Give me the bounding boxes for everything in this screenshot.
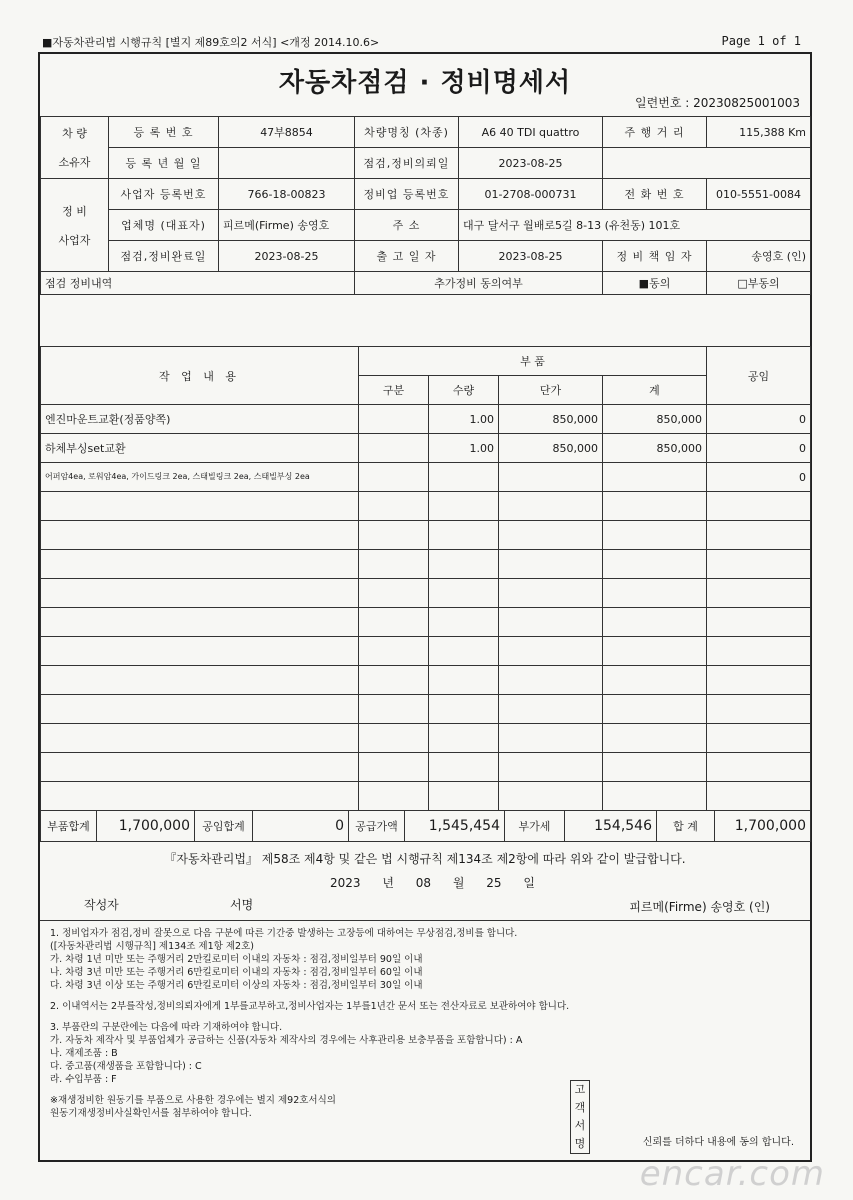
address: 대구 달서구 월배로5길 8-13 (유천동) 101호	[459, 210, 811, 241]
note-line	[50, 1013, 800, 1021]
work-qty	[429, 492, 499, 521]
supply-label: 공급가액	[349, 811, 405, 842]
work-total: 850,000	[603, 434, 707, 463]
reg-no: 47부8854	[219, 117, 355, 148]
work-total	[603, 463, 707, 492]
work-qty	[429, 637, 499, 666]
note-line: 다. 중고품(재생품을 포함합니다) : C	[50, 1061, 202, 1072]
legal-statement: 『자동차관리법』 제58조 제4항 및 같은 법 시행규칙 제134조 제2항에 따라 위와 같이 발급합니다.	[164, 852, 686, 866]
work-table	[40, 346, 811, 811]
work-labor	[707, 608, 811, 637]
table-row	[41, 579, 811, 608]
work-unit	[499, 521, 603, 550]
work-qty	[429, 579, 499, 608]
mileage-label: 주 행 거 리	[603, 117, 707, 148]
work-qty	[429, 724, 499, 753]
totals-table	[40, 810, 811, 842]
work-qty	[429, 666, 499, 695]
work-desc	[41, 782, 359, 811]
work-qty	[429, 463, 499, 492]
work-labor	[707, 753, 811, 782]
work-desc	[41, 753, 359, 782]
work-unit	[499, 695, 603, 724]
work-labor: 0	[707, 463, 811, 492]
parts-total-label: 부품합계	[41, 811, 97, 842]
manager: 송영호 (인)	[707, 241, 811, 272]
work-desc: 어퍼암4ea, 로워암4ea, 가이드링크 2ea, 스태빌링크 2ea, 스태빌부싱 2ea	[41, 463, 359, 492]
table-row	[41, 782, 811, 811]
work-type	[359, 782, 429, 811]
grand-total-label: 합 계	[657, 811, 715, 842]
parts-total: 1,700,000	[97, 811, 195, 842]
work-unit	[499, 579, 603, 608]
work-qty	[429, 521, 499, 550]
col-total: 계	[603, 376, 707, 405]
address-label: 주 소	[355, 210, 459, 241]
work-unit	[499, 608, 603, 637]
table-row	[41, 521, 811, 550]
work-unit	[499, 463, 603, 492]
work-labor	[707, 695, 811, 724]
biz-no: 766-18-00823	[219, 179, 355, 210]
shop-no-label: 정비업 등록번호	[355, 179, 459, 210]
work-section-label: 점검 정비내역	[41, 272, 355, 295]
work-total	[603, 637, 707, 666]
shop-section: 정 비 사업자	[41, 179, 109, 272]
work-qty	[429, 782, 499, 811]
grand-total: 1,700,000	[715, 811, 811, 842]
table-row	[41, 608, 811, 637]
note-line: 3. 부품란의 구분란에는 다음에 따라 기재하여야 합니다.	[50, 1022, 283, 1033]
work-type	[359, 521, 429, 550]
work-labor: 0	[707, 434, 811, 463]
table-row	[41, 753, 811, 782]
vat-label: 부가세	[505, 811, 565, 842]
table-row	[41, 434, 811, 463]
document-title: 자동차점검 · 정비명세서	[278, 68, 572, 98]
sign-label: 서명	[230, 898, 254, 912]
work-desc	[41, 608, 359, 637]
work-total	[603, 492, 707, 521]
work-qty	[429, 550, 499, 579]
work-type	[359, 608, 429, 637]
release-label: 출 고 일 자	[355, 241, 459, 272]
company-label: 업체명 (대표자)	[109, 210, 219, 241]
phone-label: 전 화 번 호	[603, 179, 707, 210]
work-qty	[429, 753, 499, 782]
inspection-form	[38, 52, 812, 1162]
serial-value: 20230825001003	[693, 96, 800, 110]
work-labor: 0	[707, 405, 811, 434]
work-type	[359, 463, 429, 492]
work-total	[603, 782, 707, 811]
complete-label: 점검,정비완료일	[109, 241, 219, 272]
note-line: 나. 차령 3년 미만 또는 주행거리 6만킬로미터 이내의 자동차 : 점검,정비일부터 60일 이내	[50, 967, 423, 978]
work-desc: 하체부싱set교환	[41, 434, 359, 463]
labor-total: 0	[253, 811, 349, 842]
note-line	[50, 1086, 800, 1094]
serial-number	[635, 94, 800, 111]
encar-watermark: encar.com	[639, 1154, 825, 1194]
note-line: 라. 수입부품 : F	[50, 1074, 117, 1085]
supply-value: 1,545,454	[405, 811, 505, 842]
work-total	[603, 608, 707, 637]
work-unit	[499, 666, 603, 695]
note-line: ※재생정비한 원동기를 부품으로 사용한 경우에는 별지 제92호서식의	[50, 1095, 336, 1106]
vat-value: 154,546	[565, 811, 657, 842]
customer-signature-box[interactable]: 고객서명	[570, 1080, 590, 1154]
work-desc	[41, 695, 359, 724]
table-row	[41, 463, 811, 492]
table-row	[41, 405, 811, 434]
consent-no: □부동의	[707, 272, 811, 295]
work-labor	[707, 521, 811, 550]
work-qty: 1.00	[429, 434, 499, 463]
work-unit	[499, 550, 603, 579]
note-line: 가. 차령 1년 미만 또는 주행거리 2만킬로미터 이내의 자동차 : 점검,정비일부터 90일 이내	[50, 954, 423, 965]
customer-consent-note: 신뢰를 더하다 내용에 동의 합니다.	[642, 1137, 794, 1148]
info-table	[40, 116, 811, 295]
table-row	[41, 492, 811, 521]
col-work: 작 업 내 용	[41, 347, 359, 405]
model-label: 차량명칭 (차종)	[355, 117, 459, 148]
work-type	[359, 637, 429, 666]
work-total	[603, 753, 707, 782]
work-type	[359, 550, 429, 579]
work-qty	[429, 695, 499, 724]
labor-total-label: 공임합계	[195, 811, 253, 842]
owner-section: 차 량 소유자	[41, 117, 109, 179]
work-labor	[707, 550, 811, 579]
model: A6 40 TDI quattro	[459, 117, 603, 148]
manager-label: 정 비 책 임 자	[603, 241, 707, 272]
work-labor	[707, 666, 811, 695]
work-qty: 1.00	[429, 405, 499, 434]
consent-label: 추가정비 동의여부	[355, 272, 603, 295]
work-unit: 850,000	[499, 434, 603, 463]
work-qty	[429, 608, 499, 637]
work-total	[603, 579, 707, 608]
work-desc	[41, 724, 359, 753]
reg-no-label: 등 록 번 호	[109, 117, 219, 148]
table-row	[41, 724, 811, 753]
work-labor	[707, 782, 811, 811]
work-total	[603, 550, 707, 579]
work-unit: 850,000	[499, 405, 603, 434]
note-line: 나. 재제조품 : B	[50, 1048, 118, 1059]
work-unit	[499, 782, 603, 811]
consent-yes: ■동의	[603, 272, 707, 295]
table-row	[41, 695, 811, 724]
reg-date	[219, 148, 355, 179]
issuer-company: 피르메(Firme) 송영호 (인)	[629, 900, 770, 914]
work-labor	[707, 579, 811, 608]
work-unit	[499, 753, 603, 782]
blank-cell	[603, 148, 811, 179]
work-desc	[41, 579, 359, 608]
note-line: 다. 차령 3년 이상 또는 주행거리 6만킬로미터 이상의 자동차 : 점검,정비일부터 30일 이내	[50, 980, 423, 991]
shop-no: 01-2708-000731	[459, 179, 603, 210]
work-type	[359, 492, 429, 521]
work-total	[603, 521, 707, 550]
work-type	[359, 695, 429, 724]
work-type	[359, 753, 429, 782]
table-row	[41, 550, 811, 579]
table-row	[41, 637, 811, 666]
author-label: 작성자	[84, 898, 119, 912]
table-row	[41, 666, 811, 695]
phone: 010-5551-0084	[707, 179, 811, 210]
note-line: ([자동차관리법 시행규칙] 제134조 제1항 제2호)	[50, 941, 254, 952]
col-qty: 수량	[429, 376, 499, 405]
work-type	[359, 666, 429, 695]
col-type: 구분	[359, 376, 429, 405]
work-total	[603, 724, 707, 753]
note-line: 2. 이내역서는 2부를작성,정비의뢰자에게 1부를교부하고,정비사업자는 1부를1년간 문서 또는 전산자료로 보관하여야 합니다.	[50, 1001, 570, 1012]
work-desc	[41, 666, 359, 695]
col-labor: 공임	[707, 347, 811, 405]
request-date-label: 점검,정비의뢰일	[355, 148, 459, 179]
work-unit	[499, 492, 603, 521]
note-line	[50, 992, 800, 1000]
release-date: 2023-08-25	[459, 241, 603, 272]
mileage: 115,388 Km	[707, 117, 811, 148]
work-desc	[41, 492, 359, 521]
work-type	[359, 724, 429, 753]
work-type	[359, 579, 429, 608]
serial-label: 일련번호 :	[635, 96, 690, 110]
work-unit	[499, 637, 603, 666]
work-total	[603, 695, 707, 724]
form-reference: ■자동차관리법 시행규칙 [별지 제89호의2 서식] <개정 2014.10.6>	[42, 36, 380, 49]
work-labor	[707, 492, 811, 521]
work-desc	[41, 521, 359, 550]
work-total: 850,000	[603, 405, 707, 434]
issue-date: 2023 년 08 월 25 일	[330, 876, 535, 890]
work-total	[603, 666, 707, 695]
work-labor	[707, 637, 811, 666]
work-desc	[41, 550, 359, 579]
work-labor	[707, 724, 811, 753]
work-desc	[41, 637, 359, 666]
work-unit	[499, 724, 603, 753]
company: 피르메(Firme) 송영호	[219, 210, 355, 241]
work-type	[359, 405, 429, 434]
col-unit: 단가	[499, 376, 603, 405]
page-number: Page 1 of 1	[721, 34, 801, 48]
reg-date-label: 등 록 년 월 일	[109, 148, 219, 179]
note-line: 가. 자동차 제작사 및 부품업체가 공급하는 신품(자동차 제작사의 경우에는 사후관리용 보충부품을 포함합니다) : A	[50, 1035, 523, 1046]
col-parts: 부 품	[359, 347, 707, 376]
work-type	[359, 434, 429, 463]
note-line: 1. 정비업자가 점검,정비 잘못으로 다음 구분에 따른 기간중 발생하는 고장등에 대하여는 무상점검,정비를 합니다.	[50, 928, 518, 939]
work-desc: 엔진마운트교환(정품양쪽)	[41, 405, 359, 434]
note-line: 원동기재생정비사실확인서를 첨부하여야 합니다.	[50, 1108, 252, 1119]
notes-section	[40, 920, 810, 1160]
request-date: 2023-08-25	[459, 148, 603, 179]
complete-date: 2023-08-25	[219, 241, 355, 272]
biz-no-label: 사업자 등록번호	[109, 179, 219, 210]
